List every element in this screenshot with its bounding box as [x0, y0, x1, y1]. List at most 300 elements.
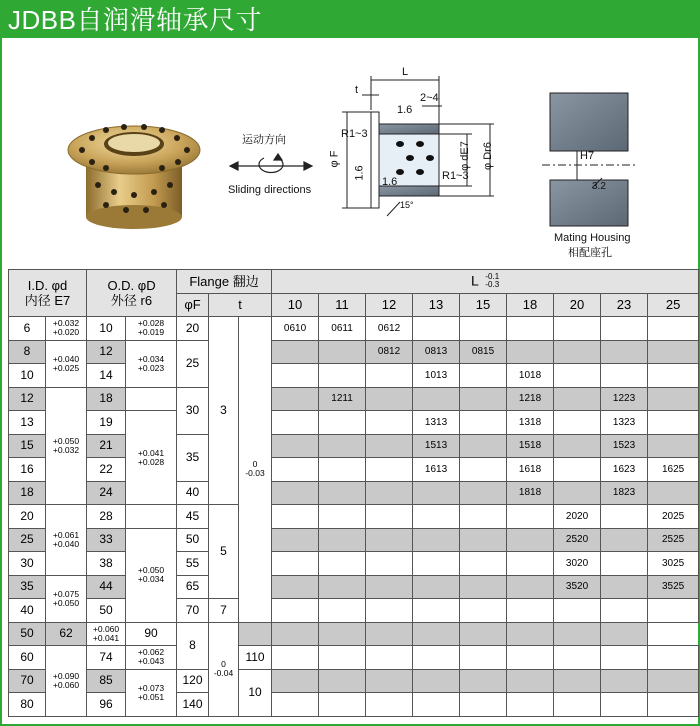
part-code-cell: 1818: [507, 481, 554, 505]
part-code-cell: [366, 552, 413, 576]
bearing-cross-section: [342, 76, 494, 216]
part-code-cell: [413, 552, 460, 576]
tol-upper: +0.050: [52, 435, 80, 446]
part-code-cell: 1018: [507, 364, 554, 388]
part-code-cell: [319, 552, 366, 576]
title-bar: [2, 2, 698, 38]
tol-upper: +0.034: [137, 353, 165, 364]
part-code-cell: [413, 387, 460, 411]
part-code-cell: [272, 364, 319, 388]
header-L-col: 18: [507, 293, 554, 317]
page-title: JDBB自润滑轴承尺寸: [8, 5, 262, 35]
part-code-cell: 2525: [648, 528, 699, 552]
od-value: 19: [87, 411, 126, 435]
od-tolerance: [126, 411, 177, 505]
table-row: [9, 505, 699, 529]
header-L-col: 13: [413, 293, 460, 317]
part-code-cell: [319, 646, 366, 670]
id-value: 35: [9, 575, 46, 599]
od-value: 21: [87, 434, 126, 458]
id-value: 6: [9, 317, 46, 341]
part-code-cell: [272, 387, 319, 411]
od-tolerance: [126, 669, 177, 716]
tol-upper: +0.032: [52, 318, 80, 329]
id-value: 13: [9, 411, 46, 435]
dim-1-6-left-label: 1.6: [353, 165, 366, 181]
table-row: [9, 599, 699, 623]
tol-lower: +0.019: [137, 327, 165, 338]
part-code-cell: [272, 340, 319, 364]
part-code-cell: [507, 575, 554, 599]
part-code-cell: [366, 505, 413, 529]
part-code-cell: [460, 646, 507, 670]
part-code-cell: [601, 317, 648, 341]
part-code-cell: [507, 340, 554, 364]
flange-diameter: 25: [177, 340, 209, 387]
id-value: 50: [9, 622, 46, 646]
table-row: [9, 693, 699, 717]
od-value: 44: [87, 575, 126, 599]
rotation-label-en: Sliding directions: [228, 184, 312, 196]
od-value: 22: [87, 458, 126, 482]
id-value: 12: [9, 387, 46, 411]
bearing-3d-icon: [68, 124, 200, 229]
part-code-cell: [601, 669, 648, 693]
part-code-cell: [507, 693, 554, 717]
flange-thickness: 8: [177, 622, 209, 669]
od-tolerance: [126, 317, 177, 341]
part-code-cell: [366, 387, 413, 411]
tol-lower: +0.051: [137, 691, 165, 702]
flange-diameter: 65: [177, 575, 209, 599]
part-code-cell: 1623: [601, 458, 648, 482]
part-code-cell: [319, 411, 366, 435]
part-code-cell: [460, 575, 507, 599]
part-code-cell: 2020: [554, 505, 601, 529]
od-tolerance: [126, 505, 177, 529]
header-L-col: 15: [460, 293, 507, 317]
part-code-cell: [366, 599, 413, 623]
part-code-cell: 1013: [413, 364, 460, 388]
part-code-cell: [366, 481, 413, 505]
table-body: [9, 317, 699, 717]
part-code-cell: [648, 411, 699, 435]
flange-diameter: 110: [239, 646, 272, 670]
table-row: [9, 528, 699, 552]
id-value: 10: [9, 364, 46, 388]
id-value: 25: [9, 528, 46, 552]
part-code-cell: [319, 599, 366, 623]
tol-lower: +0.020: [52, 327, 80, 338]
table-row: [9, 317, 699, 341]
part-code-cell: [507, 505, 554, 529]
tol-upper: +0.060: [92, 623, 120, 634]
part-code-cell: [507, 317, 554, 341]
dim-phiDr6-label: φ Dr6: [481, 142, 494, 170]
part-code-cell: [554, 669, 601, 693]
od-value: 33: [87, 528, 126, 552]
part-code-cell: 1625: [648, 458, 699, 482]
part-code-cell: [507, 528, 554, 552]
id-value: 30: [9, 552, 46, 576]
part-code-cell: [366, 528, 413, 552]
part-code-cell: [554, 364, 601, 388]
part-code-cell: [319, 340, 366, 364]
part-code-cell: [460, 693, 507, 717]
header-L-tol-lower: -0.3: [485, 280, 500, 290]
header-id-sub: 内径 E7: [24, 293, 71, 308]
part-code-cell: [601, 552, 648, 576]
part-code-cell: [601, 364, 648, 388]
part-code-cell: [460, 622, 507, 646]
tol-lower: +0.025: [52, 362, 80, 373]
flange-thickness: 7: [209, 599, 239, 623]
header-L-tol-upper: -0.1: [485, 272, 500, 282]
thickness-tolerance: [239, 317, 272, 623]
part-code-cell: 1323: [601, 411, 648, 435]
part-code-cell: [601, 599, 648, 623]
part-code-cell: 1613: [413, 458, 460, 482]
table-row: [9, 622, 699, 646]
part-code-cell: [366, 669, 413, 693]
header-L-tolerance: [485, 273, 499, 289]
header-L-label: L: [470, 272, 479, 289]
part-code-cell: 1523: [601, 434, 648, 458]
part-code-cell: [460, 434, 507, 458]
table-row: [9, 340, 699, 364]
flange-diameter: 70: [177, 599, 209, 623]
part-code-cell: [601, 575, 648, 599]
tol-lower: +0.028: [137, 456, 165, 467]
part-code-cell: [554, 599, 601, 623]
header-od-sub: 外径 r6: [110, 293, 153, 308]
header-L-col: 12: [366, 293, 413, 317]
part-code-cell: [319, 575, 366, 599]
part-code-cell: [648, 669, 699, 693]
dim-phidE7-label: φ dE7: [458, 141, 471, 171]
tol-lower: -0.03: [245, 468, 265, 479]
part-code-cell: [460, 458, 507, 482]
part-code-cell: [601, 622, 648, 646]
od-value: 50: [87, 599, 126, 623]
part-code-cell: [648, 481, 699, 505]
od-tolerance: [126, 528, 177, 622]
part-code-cell: 2025: [648, 505, 699, 529]
part-code-cell: [601, 646, 648, 670]
part-code-cell: [554, 646, 601, 670]
part-code-cell: [648, 364, 699, 388]
part-code-cell: 3525: [648, 575, 699, 599]
part-code-cell: 1823: [601, 481, 648, 505]
part-code-cell: [507, 646, 554, 670]
header-od: [87, 270, 177, 317]
part-code-cell: [460, 669, 507, 693]
id-tolerance: [46, 505, 87, 576]
flange-diameter: 120: [177, 669, 209, 693]
part-code-cell: [366, 364, 413, 388]
part-code-cell: 1211: [319, 387, 366, 411]
table-row: [9, 411, 699, 435]
id-value: 16: [9, 458, 46, 482]
part-code-cell: [413, 528, 460, 552]
table-row: [9, 552, 699, 576]
part-code-cell: 1318: [507, 411, 554, 435]
part-code-cell: 0812: [366, 340, 413, 364]
part-code-cell: [413, 646, 460, 670]
header-row-1: [9, 270, 699, 294]
part-code-cell: [366, 458, 413, 482]
part-code-cell: [460, 528, 507, 552]
part-code-cell: [366, 434, 413, 458]
tol-lower: +0.050: [52, 597, 80, 608]
flange-diameter: 35: [177, 434, 209, 481]
id-value: 70: [9, 669, 46, 693]
part-code-cell: [272, 434, 319, 458]
tol-upper: +0.040: [52, 353, 80, 364]
flange-diameter: 55: [177, 552, 209, 576]
flange-diameter: 40: [177, 481, 209, 505]
od-value: 62: [46, 622, 87, 646]
diagram-area: [2, 40, 698, 268]
tol-upper: +0.090: [52, 670, 80, 681]
part-code-cell: [319, 528, 366, 552]
part-code-cell: [460, 599, 507, 623]
part-code-cell: [601, 340, 648, 364]
part-code-cell: [272, 646, 319, 670]
table-row: [9, 575, 699, 599]
dim-1-6-top-label: 1.6: [397, 104, 413, 116]
part-code-cell: [601, 528, 648, 552]
part-code-cell: [648, 387, 699, 411]
part-code-cell: [554, 481, 601, 505]
dim-t-label: t: [355, 84, 359, 96]
part-code-cell: [460, 387, 507, 411]
part-code-cell: 1218: [507, 387, 554, 411]
part-code-cell: [272, 599, 319, 623]
dimensions-table: [8, 269, 699, 717]
id-tolerance: [46, 317, 87, 341]
header-L-col: 11: [319, 293, 366, 317]
part-code-cell: [413, 317, 460, 341]
tol-upper: 0: [252, 459, 258, 470]
part-code-cell: [601, 505, 648, 529]
part-code-cell: 0611: [319, 317, 366, 341]
part-code-cell: [460, 552, 507, 576]
part-code-cell: [413, 599, 460, 623]
part-code-cell: [413, 669, 460, 693]
part-code-cell: [272, 669, 319, 693]
od-value: 14: [87, 364, 126, 388]
part-code-cell: [319, 693, 366, 717]
part-code-cell: [413, 505, 460, 529]
flange-diameter: 140: [177, 693, 209, 717]
part-code-cell: 0610: [272, 317, 319, 341]
part-code-cell: [272, 458, 319, 482]
id-value: 18: [9, 481, 46, 505]
header-L-col: 25: [648, 293, 699, 317]
header-phiF: φF: [177, 293, 209, 317]
part-code-cell: [507, 622, 554, 646]
part-code-cell: 3025: [648, 552, 699, 576]
dim-phiF-label: φ F: [328, 150, 341, 168]
part-code-cell: [460, 364, 507, 388]
part-code-cell: [272, 528, 319, 552]
tol-upper: +0.075: [52, 588, 80, 599]
tol-lower: +0.040: [52, 538, 80, 549]
part-code-cell: 0815: [460, 340, 507, 364]
part-code-cell: 1518: [507, 434, 554, 458]
id-tolerance: [46, 575, 87, 622]
header-L-col: 20: [554, 293, 601, 317]
flange-diameter: 45: [177, 505, 209, 529]
part-code-cell: [648, 434, 699, 458]
dim-r1-3-left-label: R1~3: [341, 128, 368, 140]
table-row: [9, 646, 699, 670]
part-code-cell: [507, 552, 554, 576]
id-value: 60: [9, 646, 46, 670]
flange-diameter: 20: [177, 317, 209, 341]
part-code-cell: [648, 340, 699, 364]
part-code-cell: 3520: [554, 575, 601, 599]
od-tolerance: [126, 646, 177, 670]
dim-L-label: L: [402, 66, 409, 78]
part-code-cell: 1223: [601, 387, 648, 411]
tol-upper: +0.041: [137, 447, 165, 458]
part-code-cell: [319, 364, 366, 388]
part-code-cell: [601, 693, 648, 717]
part-code-cell: [319, 434, 366, 458]
tol-upper: +0.062: [137, 647, 165, 658]
part-code-cell: 3020: [554, 552, 601, 576]
table-row: [9, 364, 699, 388]
part-code-cell: [554, 340, 601, 364]
part-code-cell: [272, 505, 319, 529]
tol-lower: +0.023: [137, 362, 165, 373]
dim-2-4-label: 2~4: [420, 92, 439, 104]
id-value: 20: [9, 505, 46, 529]
housing-label-cn: 相配座孔: [568, 247, 612, 259]
flange-diameter: 50: [177, 528, 209, 552]
tol-upper: +0.073: [137, 682, 165, 693]
part-code-cell: 1618: [507, 458, 554, 482]
od-value: 12: [87, 340, 126, 364]
od-value: 18: [87, 387, 126, 411]
od-tolerance: [87, 622, 126, 646]
part-code-cell: 2520: [554, 528, 601, 552]
part-code-cell: [460, 411, 507, 435]
header-id-label: I.D. φd: [27, 278, 68, 293]
id-tolerance: [46, 340, 87, 387]
header-L: [272, 270, 699, 294]
flange-thickness: 3: [209, 317, 239, 505]
part-code-cell: [554, 317, 601, 341]
part-code-cell: [413, 622, 460, 646]
part-code-cell: [413, 481, 460, 505]
id-value: 80: [9, 693, 46, 717]
thickness-tolerance: [209, 622, 239, 716]
table-row: [9, 458, 699, 482]
table-row: [9, 669, 699, 693]
dim-3-2-label: 3.2: [592, 181, 606, 192]
part-code-cell: [554, 434, 601, 458]
tol-lower: +0.041: [92, 632, 120, 643]
tol-upper: +0.050: [137, 565, 165, 575]
part-code-cell: [507, 669, 554, 693]
od-value: 38: [87, 552, 126, 576]
part-code-cell: [554, 458, 601, 482]
part-code-cell: [272, 552, 319, 576]
part-code-cell: [460, 481, 507, 505]
part-code-cell: [413, 693, 460, 717]
id-value: 8: [9, 340, 46, 364]
rotation-label-cn: 运动方向: [242, 134, 286, 146]
header-L-col: 10: [272, 293, 319, 317]
housing-label-en: Mating Housing: [554, 232, 631, 244]
tol-upper: +0.028: [137, 318, 165, 329]
part-code-cell: [366, 693, 413, 717]
header-od-label: O.D. φD: [107, 278, 156, 293]
table-row: [9, 387, 699, 411]
header-flange: Flange 翻边: [177, 270, 272, 294]
od-value: 24: [87, 481, 126, 505]
part-code-cell: [319, 481, 366, 505]
part-code-cell: 0612: [366, 317, 413, 341]
tol-upper: 0: [221, 659, 226, 669]
rotation-arrow-icon: [230, 154, 312, 172]
tol-lower: +0.034: [137, 574, 165, 584]
id-tolerance: [46, 387, 87, 505]
od-value: 96: [87, 693, 126, 717]
flange-thickness: 10: [239, 669, 272, 716]
part-code-cell: [554, 411, 601, 435]
id-value: 15: [9, 434, 46, 458]
part-code-cell: [366, 622, 413, 646]
dim-1-6-bottom-label: 1.6: [382, 176, 398, 188]
tol-lower: -0.04: [213, 668, 234, 678]
od-tolerance: [126, 340, 177, 387]
part-code-cell: [319, 669, 366, 693]
part-code-cell: [319, 622, 366, 646]
od-value: 74: [87, 646, 126, 670]
part-code-cell: [272, 411, 319, 435]
part-code-cell: [648, 693, 699, 717]
part-code-cell: [460, 505, 507, 529]
part-code-cell: [554, 622, 601, 646]
part-code-cell: [554, 387, 601, 411]
part-code-cell: [272, 622, 319, 646]
part-code-cell: [319, 505, 366, 529]
flange-diameter: 90: [126, 622, 177, 646]
part-code-cell: [366, 646, 413, 670]
table-row: [9, 434, 699, 458]
header-id: [9, 270, 87, 317]
part-code-cell: [272, 481, 319, 505]
part-code-cell: [648, 599, 699, 623]
part-code-cell: 1313: [413, 411, 460, 435]
od-tolerance: [126, 387, 177, 411]
id-value: 40: [9, 599, 46, 623]
table-row: [9, 481, 699, 505]
header-L-col: 23: [601, 293, 648, 317]
header-t: t: [209, 293, 272, 317]
dim-15deg-label: 15°: [400, 200, 414, 210]
part-code-cell: [648, 317, 699, 341]
part-code-cell: [366, 575, 413, 599]
dim-r1-3-right-label: R1~3: [442, 170, 469, 182]
dim-H7-label: H7: [580, 150, 595, 162]
part-code-cell: [272, 693, 319, 717]
part-code-cell: [413, 575, 460, 599]
